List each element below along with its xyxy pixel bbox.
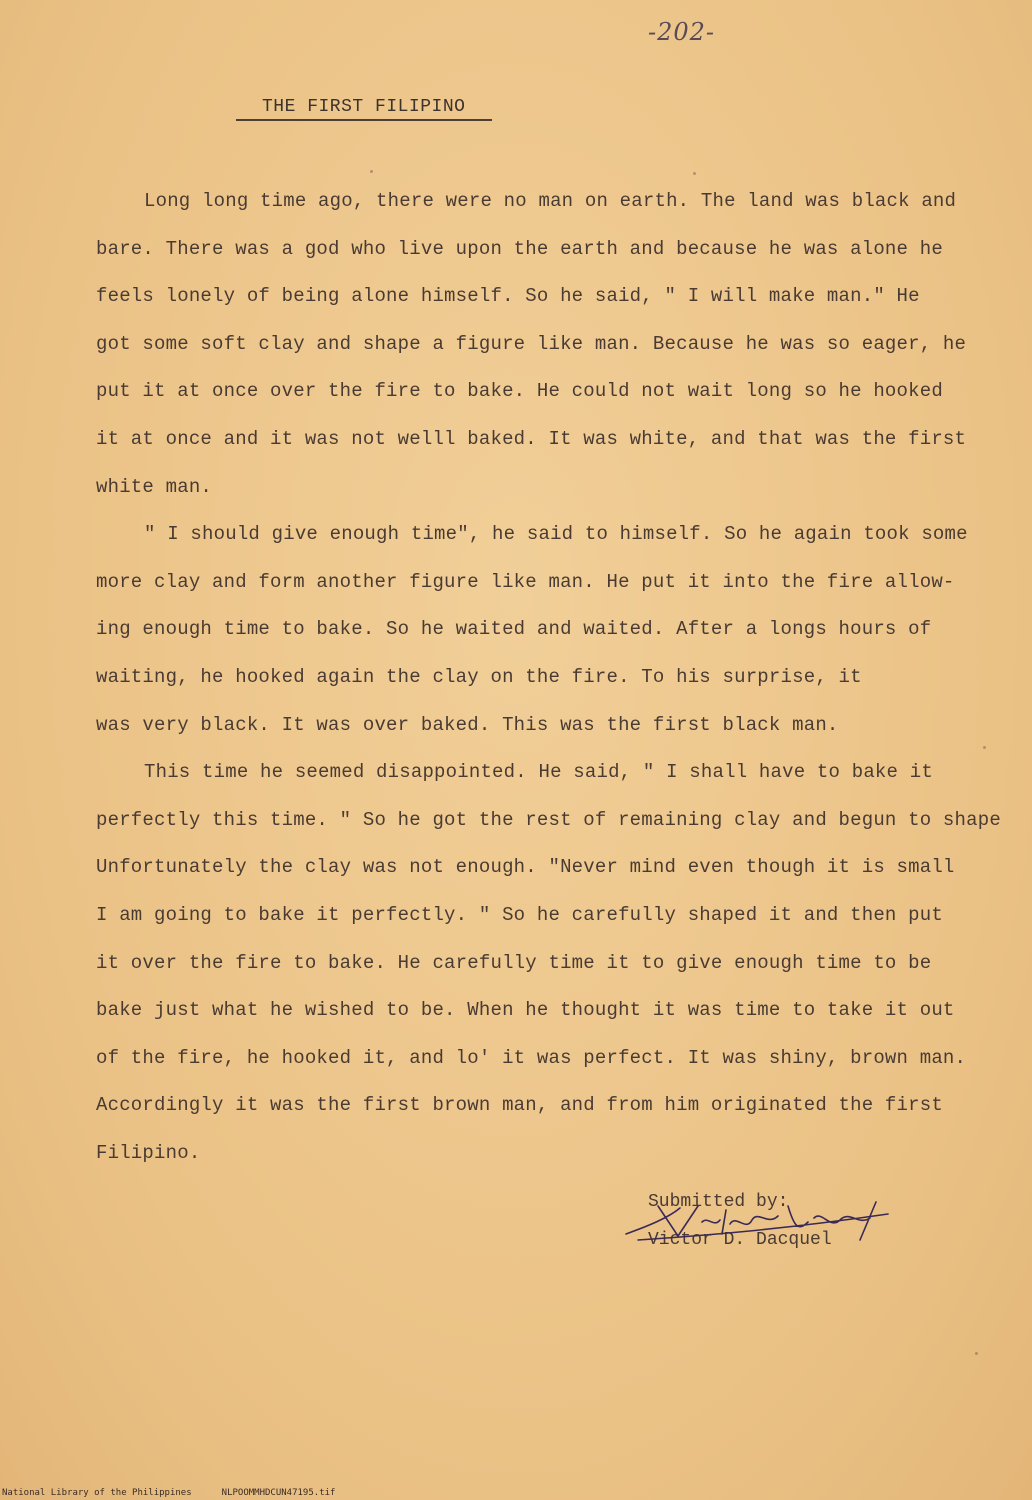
text-line: white man. xyxy=(96,475,213,498)
library-name: National Library of the Philippines xyxy=(2,1488,192,1498)
page-number: -202- xyxy=(648,18,716,46)
text-line: more clay and form another figure like man. He put it into the fire allow- xyxy=(96,570,955,593)
text-line: bake just what he wished to be. When he thought it was time to take it out xyxy=(96,999,955,1022)
text-line: This time he seemed disappointed. He said, " I shall have to bake it xyxy=(144,761,933,784)
text-line: bare. There was a god who live upon the earth and because he was alone he xyxy=(96,237,943,260)
text-line: Accordingly it was the first brown man, and from him originated the first xyxy=(96,1094,943,1117)
text-line: " I should give enough time", he said to himself. So he again took some xyxy=(144,523,968,546)
text-line: I am going to bake it perfectly. " So he carefully shaped it and then put xyxy=(96,903,943,926)
title-underline xyxy=(236,119,492,121)
text-line: ing enough time to bake. So he waited and waited. After a longs hours of xyxy=(96,618,932,641)
story-body xyxy=(96,178,1006,1177)
text-line: was very black. It was over baked. This was the first black man. xyxy=(96,713,839,736)
paper-speck xyxy=(975,1352,978,1355)
archive-footer xyxy=(2,1488,365,1498)
document-title: THE FIRST FILIPINO xyxy=(262,97,466,117)
paper-speck xyxy=(693,172,696,175)
paper-speck xyxy=(370,170,373,173)
text-line: waiting, he hooked again the clay on the fire. To his surprise, it xyxy=(96,665,862,688)
handwritten-signature xyxy=(618,1196,908,1246)
text-line: it at once and it was not welll baked. It was white, and that was the first xyxy=(96,427,967,450)
text-line: got some soft clay and shape a figure like man. Because he was so eager, he xyxy=(96,332,967,355)
submitted-by-label: Submitted by: xyxy=(648,1192,789,1212)
text-line: Filipino. xyxy=(96,1141,201,1164)
text-line: of the fire, he hooked it, and lo' it was perfect. It was shiny, brown man. xyxy=(96,1046,967,1069)
text-line: it over the fire to bake. He carefully time it to give enough time to be xyxy=(96,951,932,974)
text-line: perfectly this time. " So he got the rest of remaining clay and begun to shape xyxy=(96,808,1001,831)
file-id: NLPOOMMHDCUN47195.tif xyxy=(221,1488,336,1498)
text-line: put it at once over the fire to bake. He could not wait long so he hooked xyxy=(96,380,943,403)
text-line: Unfortunately the clay was not enough. "Never mind even though it is small xyxy=(96,856,955,879)
signature-block xyxy=(648,1192,948,1272)
paper-speck xyxy=(983,746,986,749)
text-line: Long long time ago, there were no man on earth. The land was black and xyxy=(144,190,957,212)
author-name: Victor D. Dacquel xyxy=(648,1230,832,1250)
text-line: feels lonely of being alone himself. So he said, " I will make man." He xyxy=(96,285,920,308)
